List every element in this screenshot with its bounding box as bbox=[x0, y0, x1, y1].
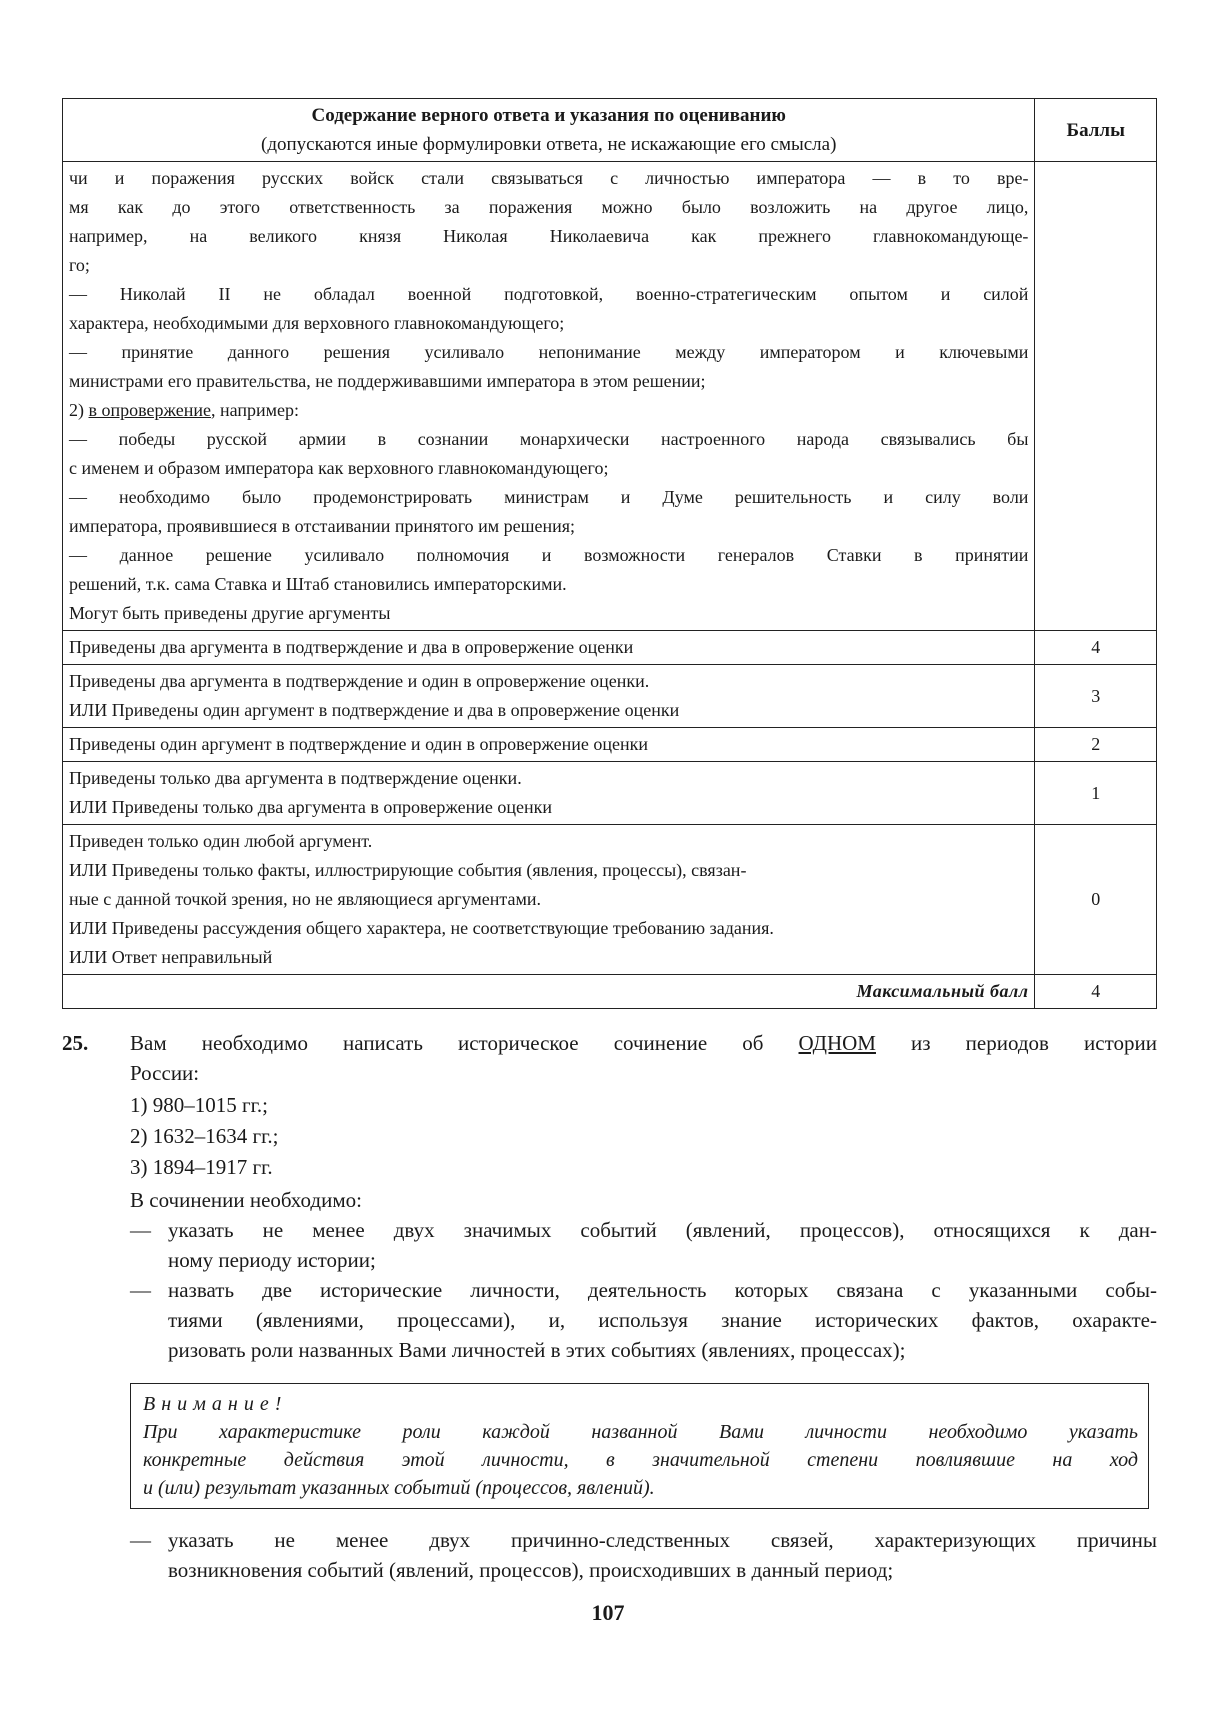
criterion-text bbox=[63, 825, 1035, 975]
content-line: го; bbox=[69, 255, 90, 275]
task-intro bbox=[130, 1028, 1157, 1088]
task-intro-line bbox=[130, 1028, 1157, 1058]
requirement-item bbox=[130, 1275, 1157, 1365]
max-score-row bbox=[63, 975, 1157, 1009]
task-number: 25. bbox=[62, 1031, 89, 1055]
header-points: Баллы bbox=[1035, 99, 1157, 162]
attention-line: При характеристике роли каждой названной Вами личности необходимо указать bbox=[143, 1421, 1138, 1443]
criterion-line: ИЛИ Ответ неправильный bbox=[69, 947, 273, 967]
content-line: — необходимо было продемонстрировать министрам и Думе решительность и силу воли bbox=[69, 487, 1029, 507]
criterion-text bbox=[63, 631, 1035, 665]
max-score-value: 4 bbox=[1035, 975, 1157, 1009]
criterion-text bbox=[63, 665, 1035, 728]
criterion-row bbox=[63, 631, 1157, 665]
criterion-points: 4 bbox=[1035, 631, 1157, 665]
attention-box bbox=[130, 1383, 1149, 1509]
page-number: 107 bbox=[591, 1600, 625, 1625]
content-line-prefix: 2) bbox=[69, 400, 89, 420]
criterion-row bbox=[63, 728, 1157, 762]
criterion-line: ИЛИ Приведены только два аргумента в опровержение оценки bbox=[69, 797, 552, 817]
period-item: 3) 1894–1917 гг. bbox=[130, 1155, 273, 1179]
criterion-line: Приведены два аргумента в подтверждение и один в опровержение оценки. bbox=[69, 671, 650, 691]
criterion-text bbox=[63, 762, 1035, 825]
criterion-points: 3 bbox=[1035, 665, 1157, 728]
attention-line: конкретные действия этой личности, в значительной степени повлиявшие на ход bbox=[143, 1449, 1138, 1471]
requirement-line: указать не менее двух значимых событий (явлений, процессов), относящихся к дан- bbox=[168, 1218, 1157, 1242]
requirements-list bbox=[130, 1215, 1157, 1365]
header-title: Содержание верного ответа и указания по оцениванию bbox=[311, 105, 786, 126]
content-line-suffix: , например: bbox=[210, 400, 299, 420]
answer-content-points bbox=[1035, 162, 1157, 631]
content-line: с именем и образом императора как верховного главнокомандующего; bbox=[69, 458, 609, 478]
criterion-line: Приведены два аргумента в подтверждение и два в опровержение оценки bbox=[69, 637, 634, 657]
attention-line: и (или) результат указанных событий (процессов, явлений). bbox=[143, 1477, 655, 1499]
criterion-line: Приведены только два аргумента в подтверждение оценки. bbox=[69, 768, 522, 788]
content-line: решений, т.к. сама Ставка и Штаб становились императорскими. bbox=[69, 574, 567, 594]
content-line: мя как до этого ответственность за поражения можно было возложить на другое лицо, bbox=[69, 197, 1029, 217]
content-line: — победы русской армии в сознании монархически настроенного народа связывались бы bbox=[69, 429, 1029, 449]
requirement-line: назвать две исторические личности, деятельность которых связана с указанными собы- bbox=[168, 1278, 1157, 1302]
criterion-points: 1 bbox=[1035, 762, 1157, 825]
content-line: чи и поражения русских войск стали связываться с личностью императора — в то вре- bbox=[69, 168, 1029, 188]
dash-marker: — bbox=[130, 1528, 151, 1552]
requirements-list-continued bbox=[130, 1525, 1157, 1585]
criterion-points: 0 bbox=[1035, 825, 1157, 975]
task-intro-text-end: из периодов истории bbox=[875, 1031, 1157, 1055]
requirements-lead: В сочинении необходимо: bbox=[130, 1188, 362, 1212]
requirement-item bbox=[130, 1215, 1157, 1275]
task-intro-emphasis: ОДНОМ bbox=[798, 1031, 876, 1055]
requirement-item bbox=[130, 1525, 1157, 1585]
requirement-line: указать не менее двух причинно-следственных связей, характеризующих причины bbox=[168, 1528, 1157, 1552]
content-line: императора, проявившиеся в отстаивании принятого им решения; bbox=[69, 516, 576, 536]
content-underlined: в опровержение bbox=[88, 400, 211, 420]
grading-table bbox=[62, 98, 1157, 1009]
content-line: министрами его правительства, не поддерживавшими императора в этом решении; bbox=[69, 371, 706, 391]
requirement-line: тиями (явлениями, процессами), и, используя знание исторических фактов, охаракте- bbox=[168, 1308, 1157, 1332]
period-item: 2) 1632–1634 гг.; bbox=[130, 1124, 279, 1148]
answer-content-cell bbox=[63, 162, 1035, 631]
requirement-line: ному периоду истории; bbox=[168, 1248, 376, 1272]
content-line: Могут быть приведены другие аргументы bbox=[69, 603, 391, 623]
criterion-points: 2 bbox=[1035, 728, 1157, 762]
requirement-line: ризовать роли названных Вами личностей в этих событиях (явлениях, процессах); bbox=[168, 1338, 906, 1362]
criterion-row bbox=[63, 665, 1157, 728]
content-line: характера, необходимыми для верховного главнокомандующего; bbox=[69, 313, 565, 333]
dash-marker: — bbox=[130, 1278, 151, 1302]
criterion-row bbox=[63, 762, 1157, 825]
attention-title: Внимание! bbox=[143, 1393, 288, 1415]
content-line: — данное решение усиливало полномочия и возможности генералов Ставки в принятии bbox=[69, 545, 1029, 565]
periods-list bbox=[130, 1090, 1157, 1183]
criterion-line: ИЛИ Приведены один аргумент в подтверждение и два в опровержение оценки bbox=[69, 700, 680, 720]
criterion-line: ные с данной точкой зрения, но не являющиеся аргументами. bbox=[69, 889, 542, 909]
criterion-row bbox=[63, 825, 1157, 975]
criterion-line: Приведены один аргумент в подтверждение и один в опровержение оценки bbox=[69, 734, 649, 754]
content-line bbox=[69, 396, 1028, 425]
task-intro-text: Вам необходимо написать историческое сочинение об bbox=[130, 1031, 799, 1055]
requirement-line: возникновения событий (явлений, процессов), происходивших в данный период; bbox=[168, 1558, 894, 1582]
max-score-label: Максимальный балл bbox=[63, 975, 1035, 1009]
criterion-line: ИЛИ Приведены рассуждения общего характера, не соответствующие требованию задания. bbox=[69, 918, 774, 938]
header-content-cell bbox=[63, 99, 1035, 162]
answer-content-row bbox=[63, 162, 1157, 631]
dash-marker: — bbox=[130, 1218, 151, 1242]
table-header-row bbox=[63, 99, 1157, 162]
content-line: — принятие данного решения усиливало непонимание между императором и ключевыми bbox=[69, 342, 1029, 362]
task-intro-line: России: bbox=[130, 1061, 200, 1085]
criterion-line: ИЛИ Приведены только факты, иллюстрирующие события (явления, процессы), связан- bbox=[69, 860, 747, 880]
header-subtitle: (допускаются иные формулировки ответа, не искажающие его смысла) bbox=[261, 134, 837, 155]
task-body bbox=[130, 1028, 1157, 1585]
period-item: 1) 980–1015 гг.; bbox=[130, 1093, 268, 1117]
content-line: — Николай II не обладал военной подготовкой, военно-стратегическим опытом и силой bbox=[69, 284, 1029, 304]
criterion-line: Приведен только один любой аргумент. bbox=[69, 831, 373, 851]
criterion-text bbox=[63, 728, 1035, 762]
content-line: например, на великого князя Николая Николаевича как прежнего главнокомандующе- bbox=[69, 226, 1029, 246]
